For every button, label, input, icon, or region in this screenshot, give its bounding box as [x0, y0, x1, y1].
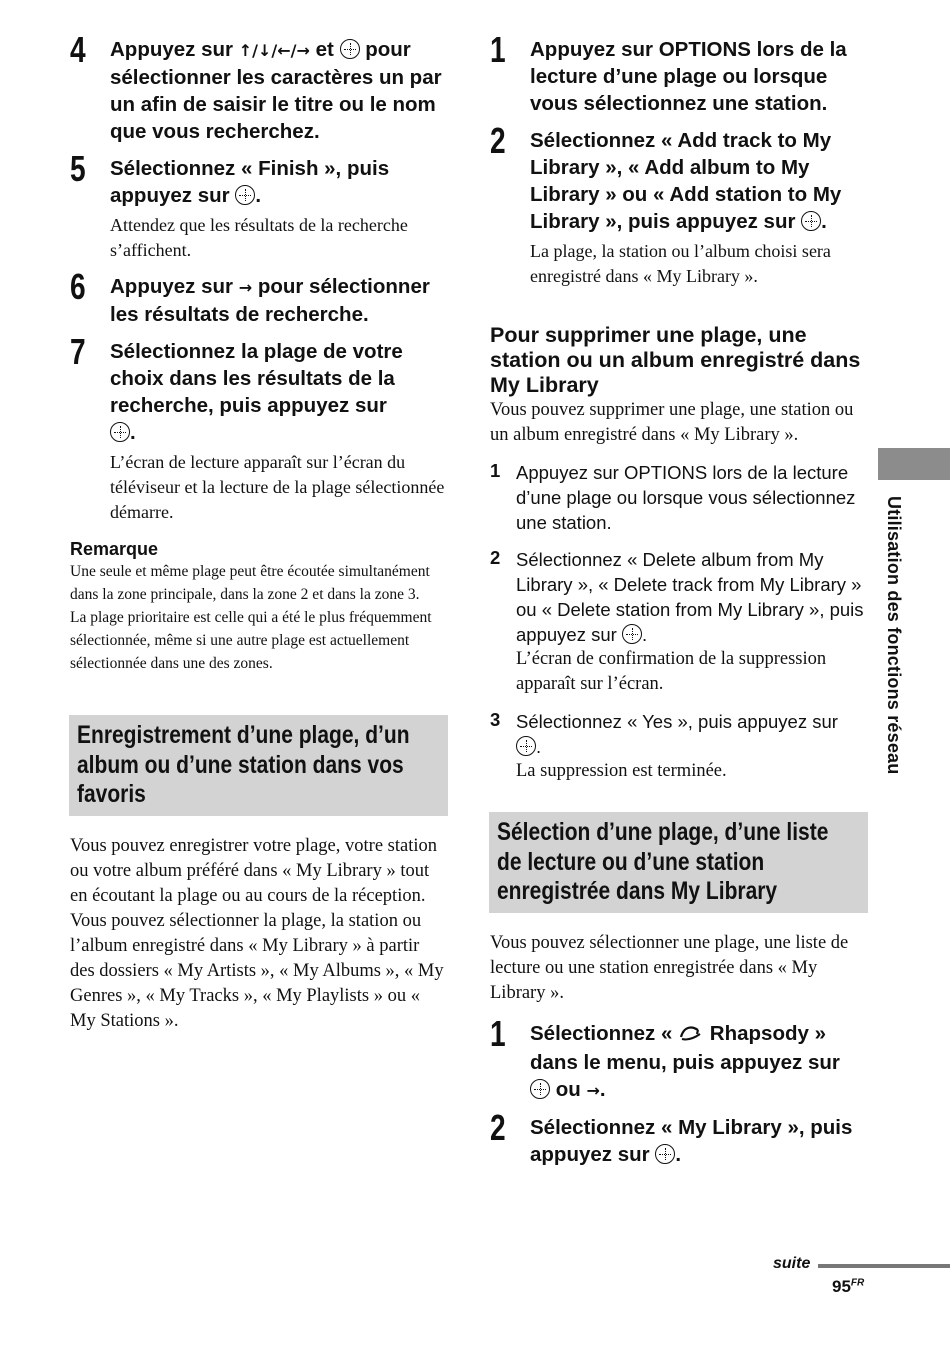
- step-number: 1: [490, 1012, 506, 1054]
- enter-button-icon: [235, 185, 255, 205]
- step-number: 6: [70, 266, 86, 307]
- continued-rule: [818, 1264, 950, 1268]
- step-number: 7: [70, 331, 86, 372]
- right-column: [490, 29, 868, 1178]
- section-title: Enregistrement d’une plage, d’un album ou d’une station dans vos favoris: [77, 721, 410, 808]
- paragraph: Vous pouvez sélectionner la plage, la station ou l’album enregistré dans « My Library » à partir des dossiers « My Artists », « My Albums », « My Genres », « My Tracks », « My Playlists » ou « My Stations ».: [70, 910, 444, 1031]
- step-number: 2: [490, 1106, 506, 1148]
- enter-button-icon: [340, 39, 360, 59]
- section-header-favorites: [69, 715, 448, 816]
- numbered-list: [490, 460, 868, 784]
- step-number: 1: [490, 29, 506, 70]
- note-text-2: La plage prioritaire est celle qui a été le plus fréquemment sélectionnée, même si une autre plage est actuellement sélectionnée dans une des zones.: [70, 609, 432, 672]
- note-text-1: Une seule et même plage peut être écoutée simultanément dans la zone principale, dans la zone 2 et dans la zone 3.: [70, 563, 430, 603]
- section-title: Sélection d’une plage, d’une liste de lecture ou d’une station enregistrée dans My Library: [497, 818, 829, 905]
- step-title: Appuyez sur OPTIONS lors de la lecture d’une plage ou lorsque vous sélectionnez une station.: [530, 38, 847, 115]
- step-body: La plage, la station ou l’album choisi sera enregistré dans « My Library ».: [530, 241, 831, 286]
- sub-heading: Pour supprimer une plage, une station ou un album enregistré dans My Library: [490, 323, 861, 397]
- step-number: 5: [70, 148, 86, 189]
- rhapsody-icon: [678, 1022, 704, 1049]
- step-2: [490, 1106, 868, 1168]
- step-title: Sélectionnez « Finish », puis appuyez sur .: [110, 157, 390, 207]
- continued-label: suite: [773, 1255, 811, 1272]
- enter-button-icon: [530, 1079, 550, 1099]
- step-2: [490, 120, 868, 289]
- enter-button-icon: [622, 624, 642, 644]
- left-column: [70, 29, 448, 1034]
- step-number: 4: [70, 29, 86, 70]
- enter-button-icon: [110, 422, 130, 442]
- step-body: L’écran de lecture apparaît sur l’écran du téléviseur et la lecture de la plage sélectionnée démarre.: [110, 452, 445, 522]
- step-4: [70, 29, 448, 145]
- step-title: Appuyez sur ↑/↓/←/→ et pour sélectionner les caractères un par un afin de saisir le titre ou le nom que vous recherchez.: [110, 38, 442, 143]
- paragraph: Vous pouvez supprimer une plage, une station ou un album enregistré dans « My Library ».: [490, 400, 854, 445]
- step-1: [490, 1012, 868, 1104]
- chapter-tab: [878, 448, 950, 480]
- arrows-icon: ↑/↓/←/→: [238, 41, 310, 60]
- step-6: [70, 266, 448, 328]
- right-arrow-icon: →: [586, 1080, 600, 1100]
- enter-button-icon: [516, 736, 536, 756]
- paragraph: Vous pouvez enregistrer votre plage, votre station ou votre album préféré dans « My Library » tout en écoutant la plage ou au cours de la réception.: [70, 835, 437, 906]
- step-7: [70, 331, 448, 525]
- list-item: 2 Sélectionnez « Delete album from My Library », « Delete track from My Library » ou « Delete station from My Library », puis appuyez sur . L’écran de confirmation de la suppression apparaît sur l’écran.: [490, 547, 864, 694]
- step-title: Sélectionnez la plage de votre choix dans les résultats de la recherche, puis appuyez sur .: [110, 340, 403, 444]
- step-5: [70, 148, 448, 263]
- enter-button-icon: [801, 211, 821, 231]
- step-title: Sélectionnez « My Library », puis appuyez sur .: [530, 1115, 853, 1166]
- step-title: Sélectionnez « Rhapsody » dans le menu, puis appuyez sur ou →.: [530, 1021, 840, 1101]
- note-heading: Remarque: [70, 539, 159, 559]
- step-title: Appuyez sur → pour sélectionner les résultats de recherche.: [110, 275, 430, 326]
- page-number: $95^{FR}$: [832, 1277, 865, 1296]
- section-header-selection: [489, 812, 868, 913]
- step-1: [490, 29, 868, 117]
- enter-button-icon: [655, 1144, 675, 1164]
- side-label: Utilisation des fonctions réseau: [884, 496, 904, 775]
- step-body: Attendez que les résultats de la recherche s’affichent.: [110, 215, 408, 260]
- step-title: Sélectionnez « Add track to My Library », « Add album to My Library » ou « Add station to My Library », puis appuyez sur .: [530, 129, 842, 233]
- step-number: 2: [490, 120, 506, 161]
- paragraph: Vous pouvez sélectionner une plage, une liste de lecture ou une station enregistrée dans « My Library ».: [490, 932, 849, 1003]
- right-arrow-icon: →: [238, 278, 253, 297]
- list-item: 1 Appuyez sur OPTIONS lors de la lecture d’une plage ou lorsque vous sélectionnez une station.: [490, 460, 856, 533]
- list-item: 3 Sélectionnez « Yes », puis appuyez sur . La suppression est terminée.: [490, 709, 838, 781]
